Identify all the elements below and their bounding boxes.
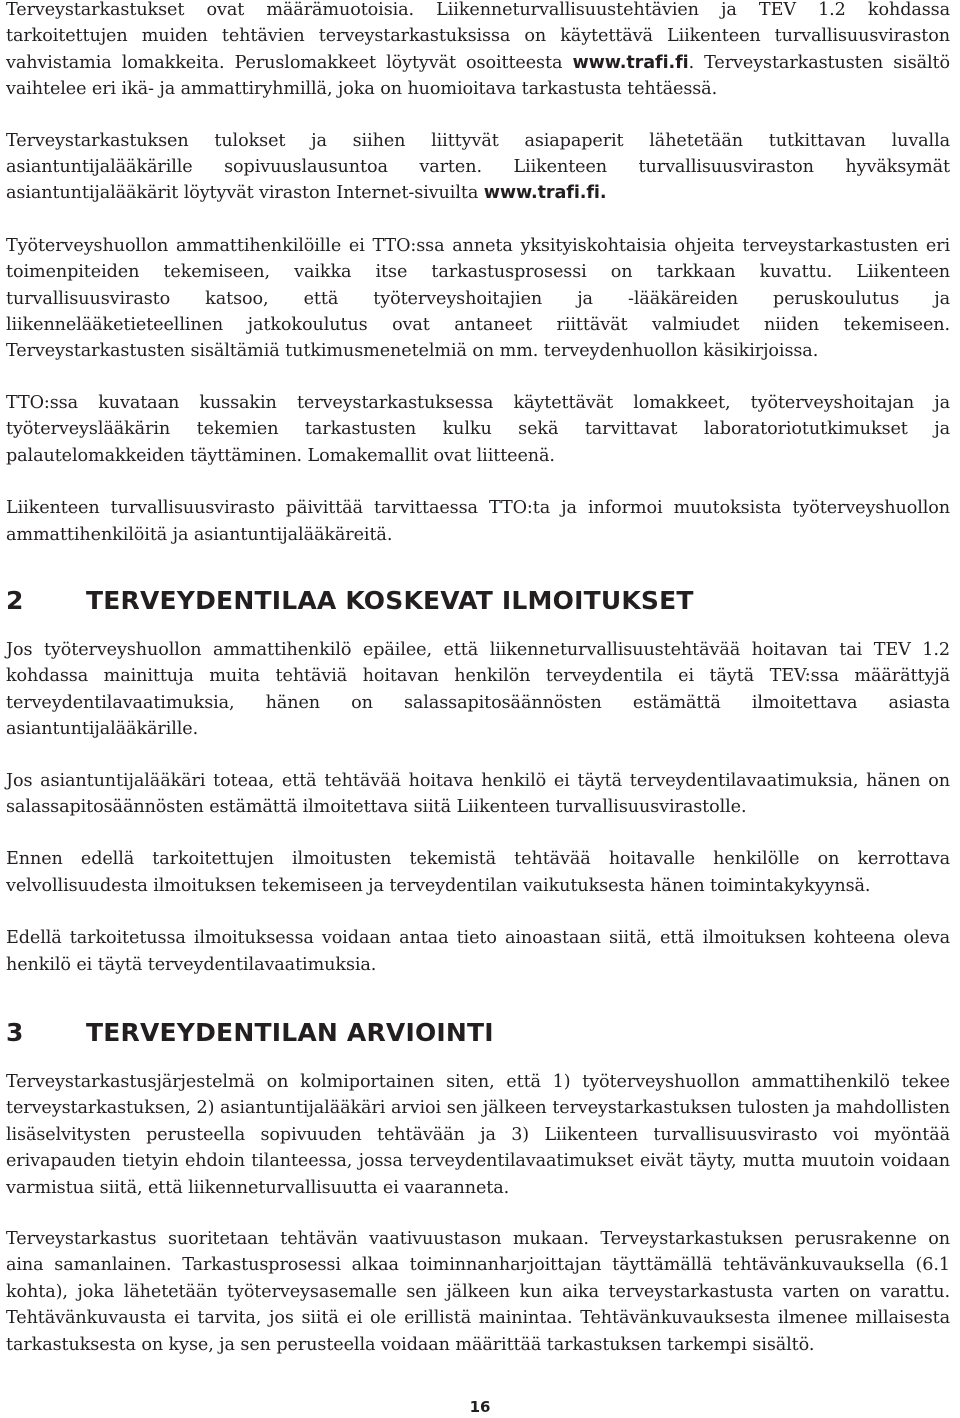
section-3-heading bbox=[6, 1018, 950, 1058]
intro-paragraph-1: Terveystarkastukset ovat määrämuotoisia. Liikenneturvallisuustehtävien ja TEV 1.2 kohdassa tarkoitettujen muiden tehtävien terveystarkastuksissa on käytettävä Liikenteen turvallisuusviraston vahvistamia lomakkeita. Peruslomakkeet löytyvät osoitteesta www.trafi.fi. Terveystarkastusten sisältö vaihtelee eri ikä- ja ammattiryhmillä, joka on huomioitava tarkastusta tehtäessä. bbox=[6, 0, 951, 100]
section-2-heading bbox=[6, 586, 950, 626]
trafi-link[interactable]: www.trafi.fi bbox=[572, 52, 689, 73]
intro-paragraph-5: Liikenteen turvallisuusvirasto päivittää tarvittaessa TTO:ta ja informoi muutoksista työterveyshuollon ammattihenkilöitä ja asiantuntijalääkäreitä. bbox=[6, 498, 950, 545]
section-title: TERVEYDENTILAN ARVIOINTI bbox=[86, 1017, 494, 1047]
intro-paragraph-2: Terveystarkastuksen tulokset ja siihen liittyvät asiapaperit lähetetään tutkittavan luvalla asiantuntijalääkärille sopivuuslausuntoa varten. Liikenteen turvallisuusviraston hyväksymät asiantuntijalääkärit löytyvät viraston Internet-sivuilta www.trafi.fi. bbox=[6, 130, 950, 204]
section-2-paragraph-2: Jos asiantuntijalääkäri toteaa, että tehtävää hoitava henkilö ei täytä terveydentilavaatimuksia, hänen on salassapitosäännösten estämättä ilmoitettava siitä Liikenteen turvallisuusvirastolle. bbox=[6, 770, 950, 817]
intro-paragraph-3: Työterveyshuollon ammattihenkilöille ei TTO:ssa anneta yksityiskohtaisia ohjeita terveystarkastusten eri toimenpiteiden tekemiseen, vaikka itse tarkastusprosessi on tarkkaan kuvattu. Liikenteen turvallisuusvirasto katsoo, että työterveyshoitajien ja -lääkäreiden peruskoulutus ja liikennelääketieteellinen jatkokoulutus ovat antaneet riittävät valmiudet niiden tekemiseen. Terveystarkastusten sisältämiä tutkimusmenetelmiä on mm. terveydenhuollon käsikirjoissa. bbox=[6, 235, 950, 362]
trafi-link[interactable]: www.trafi.fi. bbox=[483, 183, 607, 204]
section-3-paragraph-1: Terveystarkastusjärjestelmä on kolmiportainen siten, että 1) työterveyshuollon ammattihenkilö tekee terveystarkastuksen, 2) asiantuntijalääkäri arvioi sen jälkeen terveystarkastuksen tulosten ja mahdollisten lisäselvitysten perusteella sopivuuden tehtävään ja 3) Liikenteen turvallisuusvirasto voi myöntää erivapauden tietyin ehdoin tilanteessa, jossa terveydentilavaatimukset eivät täyty, mutta muutoin voidaan varmistua siitä, että liikenneturvallisuutta ei vaaranneta. bbox=[6, 1071, 950, 1198]
page-number: 16 bbox=[469, 1398, 491, 1416]
intro-paragraph-4: TTO:ssa kuvataan kussakin terveystarkastuksessa käytettävät lomakkeet, työterveyshoitajan ja työterveyslääkärin tekemien tarkastusten kulku sekä tarvittavat laboratoriotutkimukset ja palautelomakkeiden täyttäminen. Lomakemallit ovat liitteenä. bbox=[6, 392, 950, 466]
document-page bbox=[6, 0, 950, 1358]
section-2-paragraph-4: Edellä tarkoitetussa ilmoituksessa voidaan antaa tieto ainoastaan siitä, että ilmoituksen kohteena oleva henkilö ei täytä terveydentilavaatimuksia. bbox=[6, 928, 950, 975]
section-number: 3 bbox=[6, 1017, 24, 1047]
section-title: TERVEYDENTILAA KOSKEVAT ILMOITUKSET bbox=[86, 585, 694, 615]
section-3-paragraph-2: Terveystarkastus suoritetaan tehtävän vaativuustason mukaan. Terveystarkastuksen perusrakenne on aina samanlainen. Tarkastusprosessi alkaa toiminnanharjoittajan täyttämällä tehtävänkuvauksella (6.1 kohta), joka lähetetään työterveysasemalle sen jälkeen kun aika terveystarkastusta varten on varattu. Tehtävänkuvausta ei tarvita, jos siitä ei ole erillistä mainintaa. Tehtävänkuvauksesta ilmenee millaisesta tarkastuksesta on kyse, ja sen perusteella voidaan määrittää tarkastuksen tarkempi sisältö. bbox=[6, 1229, 950, 1355]
section-2-paragraph-1: Jos työterveyshuollon ammattihenkilö epäilee, että liikenneturvallisuustehtävää hoitavan tai TEV 1.2 kohdassa mainittuja muita tehtäviä hoitavan henkilön terveydentila ei täytä TEV:ssa määrättyjä terveydentilavaatimuksia, hänen on salassapitosäännösten estämättä ilmoitettava asiasta asiantuntijalääkärille. bbox=[6, 639, 950, 740]
section-number: 2 bbox=[6, 585, 24, 615]
section-2-paragraph-3: Ennen edellä tarkoitettujen ilmoitusten tekemistä tehtävää hoitavalle henkilölle on kerrottava velvollisuudesta ilmoituksen tekemiseen ja terveydentilan vaikutuksesta hänen toimintakykyynsä. bbox=[6, 849, 950, 896]
